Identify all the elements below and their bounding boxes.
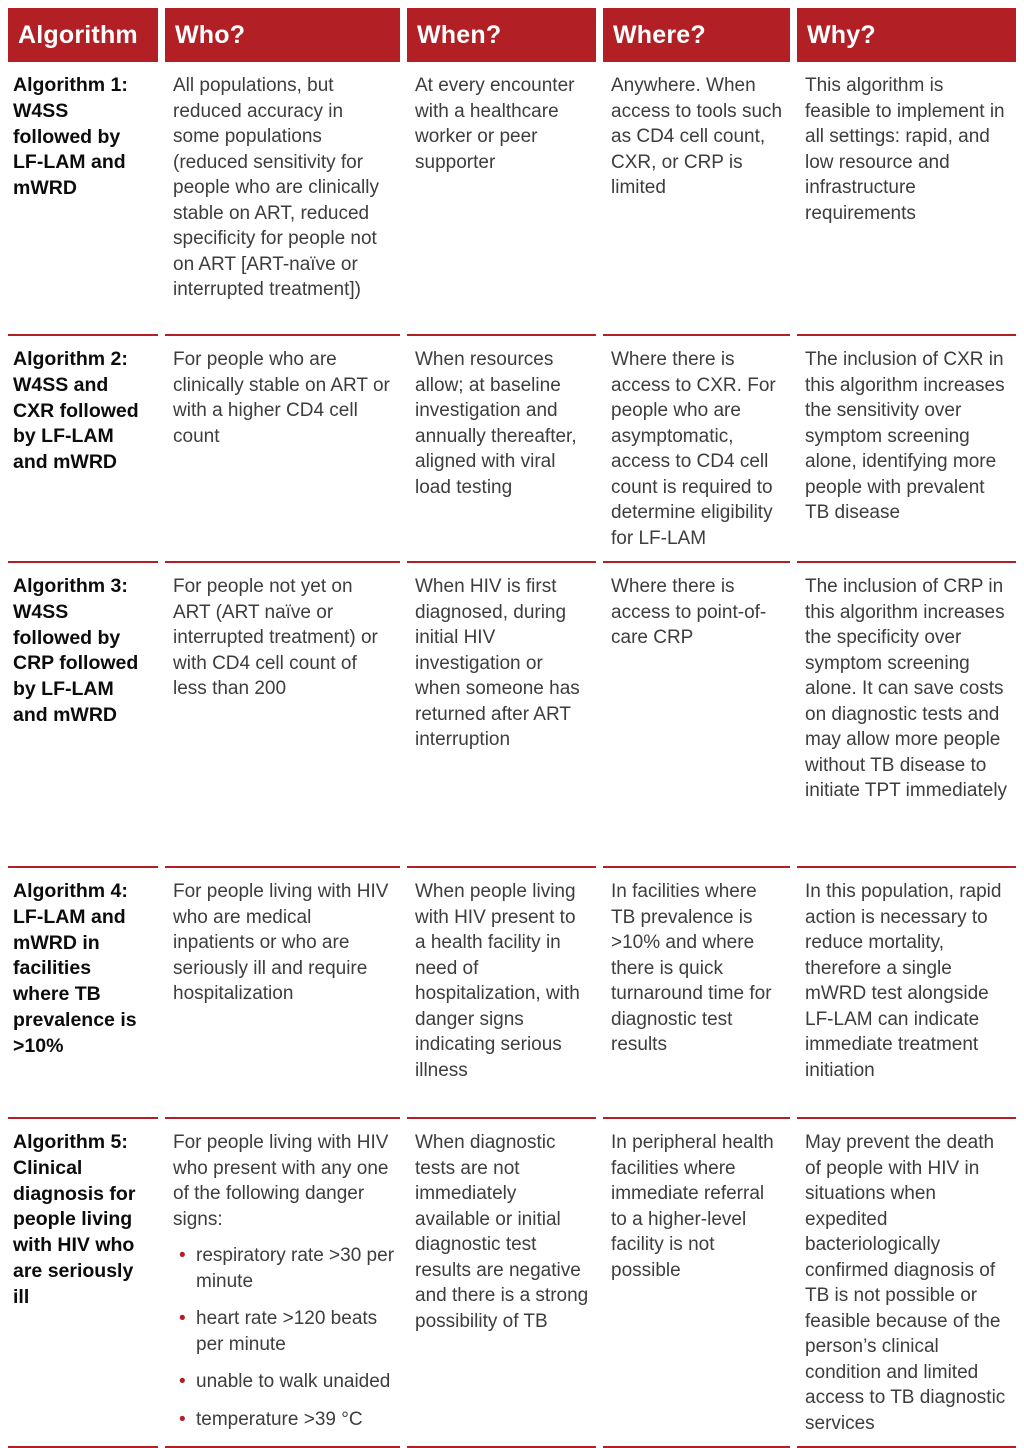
- cell-algorithm-4-why: In this population, rapid action is necessary to reduce mortality, therefore a single mWRD test alongside LF-LAM can indicate immediate treatment initiation: [797, 866, 1016, 1117]
- cell-algorithm-4-who: For people living with HIV who are medical inpatients or who are seriously ill and require hospitalization: [165, 866, 400, 1117]
- cell-algorithm-5-who: [165, 1117, 400, 1448]
- table-row: [8, 334, 1016, 561]
- cell-algorithm-2-why: The inclusion of CXR in this algorithm increases the sensitivity over symptom screening alone, identifying more people with prevalent TB disease: [797, 334, 1016, 561]
- cell-algorithm-3-why: The inclusion of CRP in this algorithm increases the specificity over symptom screening alone. It can save costs on diagnostic tests and may allow more people without TB disease to initiate TPT immediately: [797, 561, 1016, 866]
- column-header-who: Who?: [165, 8, 400, 62]
- cell-algorithm-2-title: Algorithm 2: W4SS and CXR followed by LF-LAM and mWRD: [8, 334, 158, 561]
- cell-algorithm-5-when: When diagnostic tests are not immediately available or initial diagnostic test results are negative and there is a strong possibility of TB: [407, 1117, 596, 1448]
- table-row: [8, 1117, 1016, 1448]
- table-header-row: [8, 8, 1016, 62]
- column-header-why: Why?: [797, 8, 1016, 62]
- cell-algorithm-5-why: May prevent the death of people with HIV in situations when expedited bacteriologically confirmed diagnosis of TB is not possible or feasible because of the person’s clinical condition and limited access to TB diagnostic services: [797, 1117, 1016, 1448]
- cell-algorithm-3-where: Where there is access to point-of-care CRP: [603, 561, 790, 866]
- cell-algorithm-1-who: All populations, but reduced accuracy in some populations (reduced sensitivity for people who are clinically stable on ART, reduced specificity for people not on ART [ART-naïve or interrupted treatment]): [173, 75, 379, 300]
- column-header-algorithm: Algorithm: [8, 8, 158, 62]
- cell-algorithm-4-title: Algorithm 4: LF-LAM and mWRD in facilities where TB prevalence is >10%: [8, 866, 158, 1117]
- bullet-icon: •: [179, 1408, 186, 1430]
- table-row: [8, 866, 1016, 1117]
- cell-algorithm-2-who: For people who are clinically stable on ART or with a higher CD4 cell count: [165, 334, 400, 561]
- cell-algorithm-4-when: When people living with HIV present to a health facility in need of hospitalization, with danger signs indicating serious illness: [407, 866, 596, 1117]
- list-item: • respiratory rate >30 per minute: [179, 1245, 395, 1292]
- algorithms-table: [8, 8, 1016, 1448]
- cell-algorithm-5-title: Algorithm 5: Clinical diagnosis for people living with HIV who are seriously ill: [8, 1117, 158, 1448]
- cell-algorithm-1-why: This algorithm is feasible to implement in all settings: rapid, and low resource and infrastructure requirements: [805, 75, 1005, 224]
- list-item: • unable to walk unaided: [173, 1369, 394, 1395]
- cell-algorithm-1-when: At every encounter with a healthcare worker or peer supporter: [415, 75, 575, 173]
- cell-algorithm-2-where: Where there is access to CXR. For people who are asymptomatic, access to CD4 cell count is required to determine eligibility for LF-LAM: [603, 334, 790, 561]
- danger-signs-intro: For people living with HIV who present with any one of the following danger signs:: [173, 1132, 389, 1230]
- column-header-where: Where?: [603, 8, 790, 62]
- bullet-icon: •: [179, 1371, 186, 1392]
- cell-algorithm-3-who: For people not yet on ART (ART naïve or interrupted treatment) or with CD4 cell count of less than 200: [165, 561, 400, 866]
- cell-algorithm-3-when: When HIV is first diagnosed, during initial HIV investigation or when someone has returned after ART interruption: [407, 561, 596, 866]
- cell-algorithm-5-where: In peripheral health facilities where immediate referral to a higher-level facility is not possible: [603, 1117, 790, 1448]
- table-row: [8, 561, 1016, 866]
- bullet-icon: •: [179, 1308, 186, 1329]
- cell-algorithm-4-where: In facilities where TB prevalence is >10% and where there is quick turnaround time for diagnostic test results: [603, 866, 790, 1117]
- danger-signs-list: [173, 1243, 394, 1432]
- cell-algorithm-3-title: Algorithm 3: W4SS followed by CRP followed by LF-LAM and mWRD: [8, 561, 158, 866]
- column-header-when: When?: [407, 8, 596, 62]
- list-item: • temperature >39 °C: [173, 1407, 394, 1433]
- table-row: [8, 62, 1016, 334]
- cell-algorithm-2-when: When resources allow; at baseline investigation and annually thereafter, aligned with viral load testing: [407, 334, 596, 561]
- cell-algorithm-1-title: Algorithm 1: W4SS followed by LF-LAM and mWRD: [13, 74, 128, 200]
- list-item: • heart rate >120 beats per minute: [179, 1308, 378, 1355]
- cell-algorithm-1-where: Anywhere. When access to tools such as CD4 cell count, CXR, or CRP is limited: [611, 75, 783, 198]
- bullet-icon: •: [179, 1245, 186, 1266]
